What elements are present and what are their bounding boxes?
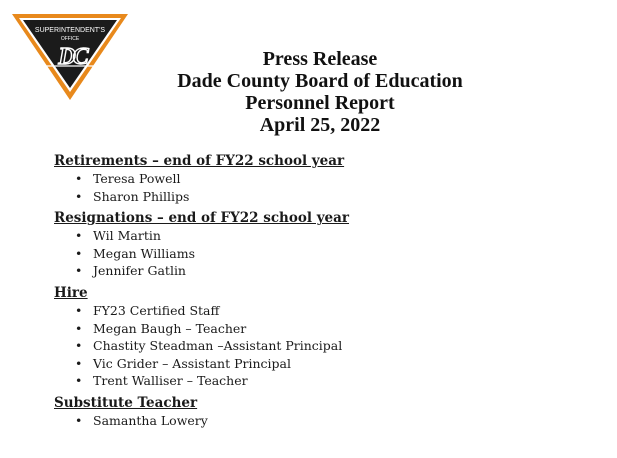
bullet-icon: • <box>75 171 83 186</box>
list-item <box>54 372 574 390</box>
header-board-name: Dade County Board of Education <box>177 70 463 92</box>
list-item-text: Vic Grider – Assistant Principal <box>93 355 291 371</box>
logo-top-text: SUPERINTENDENT'S <box>34 27 106 34</box>
bullet-icon: • <box>75 245 83 261</box>
list-item <box>54 337 574 355</box>
bullet-icon: • <box>75 263 83 279</box>
bullet-icon: • <box>75 302 83 318</box>
personnel-report-body <box>54 152 574 434</box>
list-item-text: Wil Martin <box>93 228 161 244</box>
bullet-icon: • <box>75 373 83 389</box>
bullet-icon: • <box>75 320 83 336</box>
list-item-text: Samantha Lowery <box>93 412 208 428</box>
list-item <box>54 302 574 320</box>
list-item-text: Trent Walliser – Teacher <box>93 373 248 389</box>
resignations-list <box>54 227 574 280</box>
logo-sub-text: OFFICE <box>60 36 80 42</box>
section-retirements <box>54 152 574 205</box>
retirements-list <box>54 170 574 205</box>
list-item <box>54 320 574 338</box>
press-release-header <box>130 48 510 136</box>
section-substitute-teacher <box>54 394 574 430</box>
section-heading-hire: Hire <box>54 284 88 301</box>
list-item-text: FY23 Certified Staff <box>93 302 220 318</box>
header-date: April 25, 2022 <box>259 114 381 136</box>
substitute-teacher-list <box>54 412 574 430</box>
section-heading-resignations: Resignations – end of FY22 school year <box>54 210 350 227</box>
header-report-title: Personnel Report <box>245 92 395 114</box>
list-item <box>54 170 574 188</box>
list-item-text: Jennifer Gatlin <box>93 263 186 279</box>
list-item-text: Sharon Phillips <box>93 188 190 204</box>
list-item-text: Megan Baugh – Teacher <box>93 320 247 336</box>
hire-list <box>54 302 574 390</box>
list-item-text: Teresa Powell <box>93 171 181 186</box>
logo-monogram: DC <box>58 44 86 70</box>
superintendents-office-logo <box>10 12 130 102</box>
header-press-release: Press Release <box>262 48 378 70</box>
section-resignations <box>54 209 574 280</box>
list-item-text: Megan Williams <box>93 245 196 261</box>
list-item-text: Chastity Steadman –Assistant Principal <box>93 338 343 354</box>
list-item <box>54 227 574 245</box>
list-item <box>54 355 574 373</box>
list-item <box>54 412 574 430</box>
bullet-icon: • <box>75 188 83 204</box>
section-hire <box>54 284 574 390</box>
section-heading-retirements: Retirements – end of FY22 school year <box>54 153 345 169</box>
list-item <box>54 245 574 263</box>
bullet-icon: • <box>75 338 83 354</box>
list-item <box>54 262 574 280</box>
bullet-icon: • <box>75 355 83 371</box>
bullet-icon: • <box>75 228 83 244</box>
list-item <box>54 188 574 206</box>
section-heading-substitute-teacher: Substitute Teacher <box>54 394 198 411</box>
bullet-icon: • <box>75 412 83 428</box>
